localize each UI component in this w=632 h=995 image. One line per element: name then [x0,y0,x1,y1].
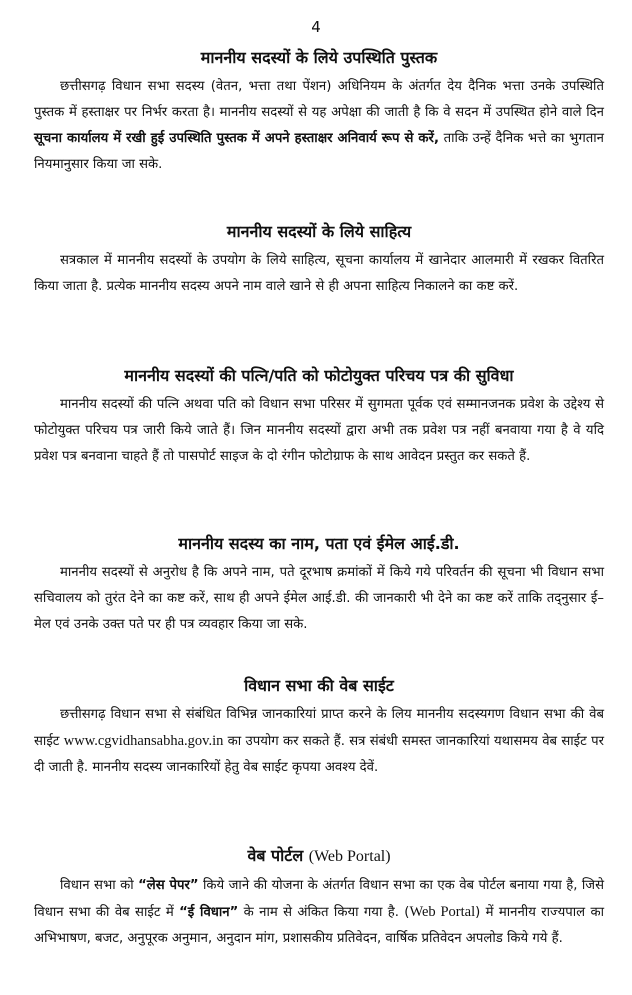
body-text: छत्तीसगढ़ विधान सभा सदस्य (वेतन, भत्ता तथा पेंशन) अधिनियम के अंतर्गत देय दैनिक भत्ता उनके उपस्थिति पुस्तक में हस्ताक्षर पर निर्भर करता है। माननीय सदस्यों से यह अपेक्षा की जाती है कि वे सदन में उपस्थित होने वाले दिन [34,79,604,120]
section-web-portal [34,846,604,952]
section-body [34,873,604,952]
section-spouse-id-card [34,366,604,470]
section-title [34,846,604,867]
section-title: माननीय सदस्य का नाम, पता एवं ईमेल आई.डी. [178,534,460,553]
body-text: विधान सभा को [60,878,139,893]
body-text: का उपयोग कर सकते हैं. सत्र संबंधी समस्त जानकारियां यथासमय वेब साईट पर दी जाती है. माननीय सदस्य जानकारियों हेतु वेब साईट कृपया अवश्य देवें. [34,734,604,775]
body-bold-text: “ई विधान” [179,905,239,920]
body-bold-text: सूचना कार्यालय में रखी हुई उपस्थिति पुस्तक में अपने हस्ताक्षर अनिवार्य रूप से करें, [34,131,439,146]
section-body: माननीय सदस्यों की पत्नि अथवा पति को विधान सभा परिसर में सुगमता पूर्वक एवं सम्मानजनक प्रवेश के उद्देश्य से फोटोयुक्त परिचय पत्र जारी किये जाते हैं। जिन माननीय सदस्यों द्वारा अभी तक प्रवेश पत्र नहीं बनवाया गया है वे यदि प्रवेश पत्र बनवाना चाहते हैं तो पासपोर्ट साइज के दो रंगीन फोटोग्राफ के साथ आवेदन प्रस्तुत कर सकते हैं. [34,397,604,464]
body-bold-text: “लेस पेपर” [138,878,199,893]
body-text: छत्तीसगढ़ विधान सभा से संबंधित विभिन्न जानकारियां प्राप्त करने के लिय माननीय सदस्यगण विधान सभा की वेब साईट [34,707,604,749]
section-title: माननीय सदस्यों के लिये उपस्थिति पुस्तक [200,48,438,67]
body-text: किये जाने की योजना के अंतर्गत विधान सभा का एक वेब पोर्टल बनाया गया है, जिसे विधान सभा की वेब साईट में [34,878,604,920]
body-text: ) में माननीय राज्यपाल का अभिभाषण, बजट, अनुपूरक अनुमान, अनुदान मांग, प्रशासकीय प्रतिवेदन, वार्षिक प्रतिवेदन अपलोड किये गये हैं. [34,905,604,946]
section-attendance-register [34,48,604,178]
section-literature [34,222,604,300]
section-title: माननीय सदस्यों की पत्नि/पति को फोटोयुक्त परिचय पत्र की सुविधा [124,366,514,385]
title-hindi: वेब पोर्टल [247,846,304,865]
section-body: सत्रकाल में माननीय सदस्यों के उपयोग के लिये साहित्य, सूचना कार्यालय में खानेदार आलमारी में रखकर वितरित किया जाता है. प्रत्येक माननीय सदस्य अपने नाम वाले खाने से ही अपना साहित्य निकालने का कष्ट करें. [34,253,604,294]
section-title: विधान सभा की वेब साईट [244,676,394,695]
body-english-text: Web Portal [409,904,476,920]
section-body [34,702,604,781]
section-title: माननीय सदस्यों के लिये साहित्य [226,222,412,241]
body-text: ताकि उन्हें दैनिक भत्ते का भुगतान नियमानुसार किया जा सके. [34,131,604,172]
section-name-address-email [34,534,604,638]
section-body [34,74,604,178]
title-english: (Web Portal) [308,848,391,865]
section-website [34,676,604,781]
body-text: के नाम से अंकित किया गया है. ( [238,905,410,920]
section-body: माननीय सदस्यों से अनुरोध है कि अपने नाम, पते दूरभाष क्रमांकों में किये गये परिवर्तन की सूचना भी विधान सभा सचिवालय को तुरंत देने का कष्ट करें, साथ ही अपने ईमेल आई.डी. की जानकारी भी देने का कष्ट करें ताकि तद्नुसार ई–मेल एवं उनके उक्त पते पर ही पत्र व्यवहार किया जा सके. [34,565,604,632]
website-url[interactable]: www.cgvidhansabha.gov.in [63,733,224,749]
page-number: 4 [311,18,321,36]
